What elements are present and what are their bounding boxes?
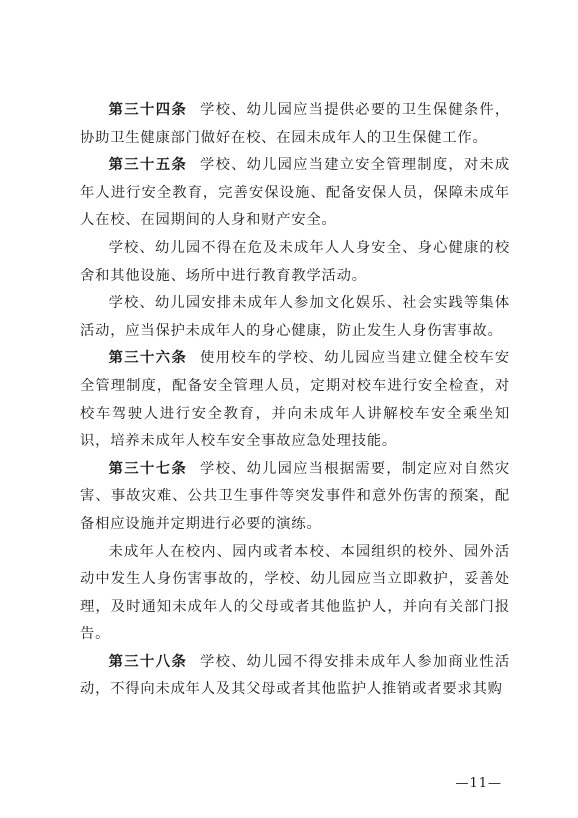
paragraph	[80, 649, 510, 704]
article-heading: 第三十六条	[108, 350, 188, 367]
paragraph-text: 未成年人在校内、园内或者本校、本园组织的校外、园外活动中发生人身伤害事故的，学校、幼儿园应当立即救护，妥善处理，及时通知未成年人的父母或者其他监护人，并向有关部门报告。	[80, 543, 510, 643]
paragraph	[80, 97, 510, 152]
article-heading: 第三十八条	[108, 653, 188, 670]
paragraph	[80, 456, 510, 539]
paragraph	[80, 290, 510, 345]
body-text	[80, 97, 510, 704]
paragraph	[80, 345, 510, 455]
paragraph-text: 学校、幼儿园应当提供必要的卫生保健条件，协助卫生健康部门做好在校、在园未成年人的卫生保健工作。	[80, 102, 510, 146]
paragraph-text: 学校、幼儿园不得在危及未成年人人身安全、身心健康的校舍和其他设施、场所中进行教育教学活动。	[80, 239, 510, 284]
paragraph-text: 学校、幼儿园安排未成年人参加文化娱乐、社会实践等集体活动，应当保护未成年人的身心健康，防止发生人身伤害事故。	[80, 295, 510, 339]
paragraph	[80, 235, 510, 290]
article-heading: 第三十七条	[108, 460, 188, 477]
article-heading: 第三十五条	[108, 157, 188, 174]
paragraph-text: 学校、幼儿园不得安排未成年人参加商业性活动，不得向未成年人及其父母或者其他监护人推销或者要求其购	[80, 653, 510, 698]
paragraph	[80, 539, 510, 649]
paragraph-text: 使用校车的学校、幼儿园应当建立健全校车安全管理制度，配备安全管理人员，定期对校车进行安全检查，对校车驾驶人进行安全教育，并向未成年人讲解校车安全乘坐知识，培养未成年人校车安全事故应急处理技能。	[80, 350, 510, 450]
paragraph-text: 学校、幼儿园应当根据需要，制定应对自然灾害、事故灾难、公共卫生事件等突发事件和意外伤害的预案，配备相应设施并定期进行必要的演练。	[80, 460, 510, 532]
page-number: —11—	[455, 776, 502, 791]
paragraph	[80, 152, 510, 235]
article-heading: 第三十四条	[108, 102, 188, 118]
paragraph-text: 学校、幼儿园应当建立安全管理制度，对未成年人进行安全教育，完善安保设施、配备安保人员，保障未成年人在校、在园期间的人身和财产安全。	[80, 157, 510, 229]
